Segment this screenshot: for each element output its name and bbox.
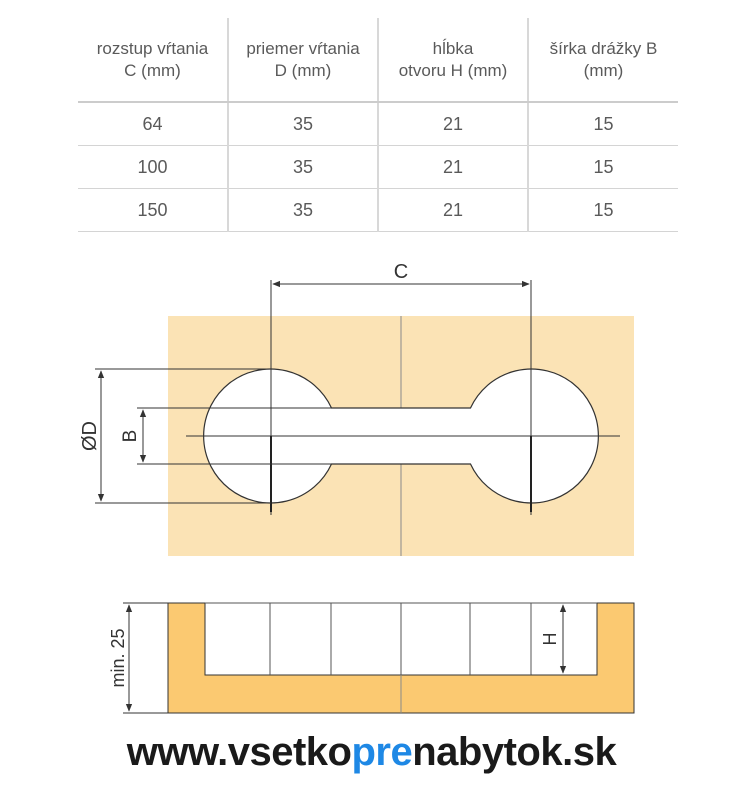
table-cell: 64	[78, 102, 228, 146]
header-line: priemer vŕtania	[246, 38, 360, 58]
top-view	[79, 261, 634, 556]
header-line: otvoru H (mm)	[398, 60, 508, 80]
table-cell: 15	[528, 102, 678, 146]
url-part: nabytok.sk	[412, 730, 617, 774]
table-cell: 21	[378, 189, 528, 232]
table-cell: 15	[528, 189, 678, 232]
dimension-c-label: C	[393, 261, 409, 283]
header-line: C (mm)	[124, 60, 181, 80]
table-cell: 15	[528, 146, 678, 189]
table-cell: 21	[378, 146, 528, 189]
table-cell: 100	[78, 146, 228, 189]
dimension-b-label: B	[120, 429, 141, 443]
dimension-d-label: ØD	[79, 421, 101, 451]
url-accent: pre	[351, 730, 413, 774]
header-line: hĺbka	[432, 38, 474, 58]
dimension-h-label: H	[540, 632, 560, 646]
header-line: D (mm)	[274, 60, 332, 80]
table-cell: 35	[228, 102, 378, 146]
section-view	[108, 603, 634, 713]
website-url	[0, 730, 743, 775]
table-cell: 35	[228, 146, 378, 189]
url-part: www.vsetko	[126, 730, 352, 774]
table-cell: 35	[228, 189, 378, 232]
table-cell: 150	[78, 189, 228, 232]
header-line: šírka drážky B	[549, 38, 658, 58]
header-line: (mm)	[583, 60, 624, 80]
header-line: rozstup vŕtania	[96, 38, 209, 58]
table-cell: 21	[378, 102, 528, 146]
dimension-min-label: min. 25	[108, 628, 128, 688]
